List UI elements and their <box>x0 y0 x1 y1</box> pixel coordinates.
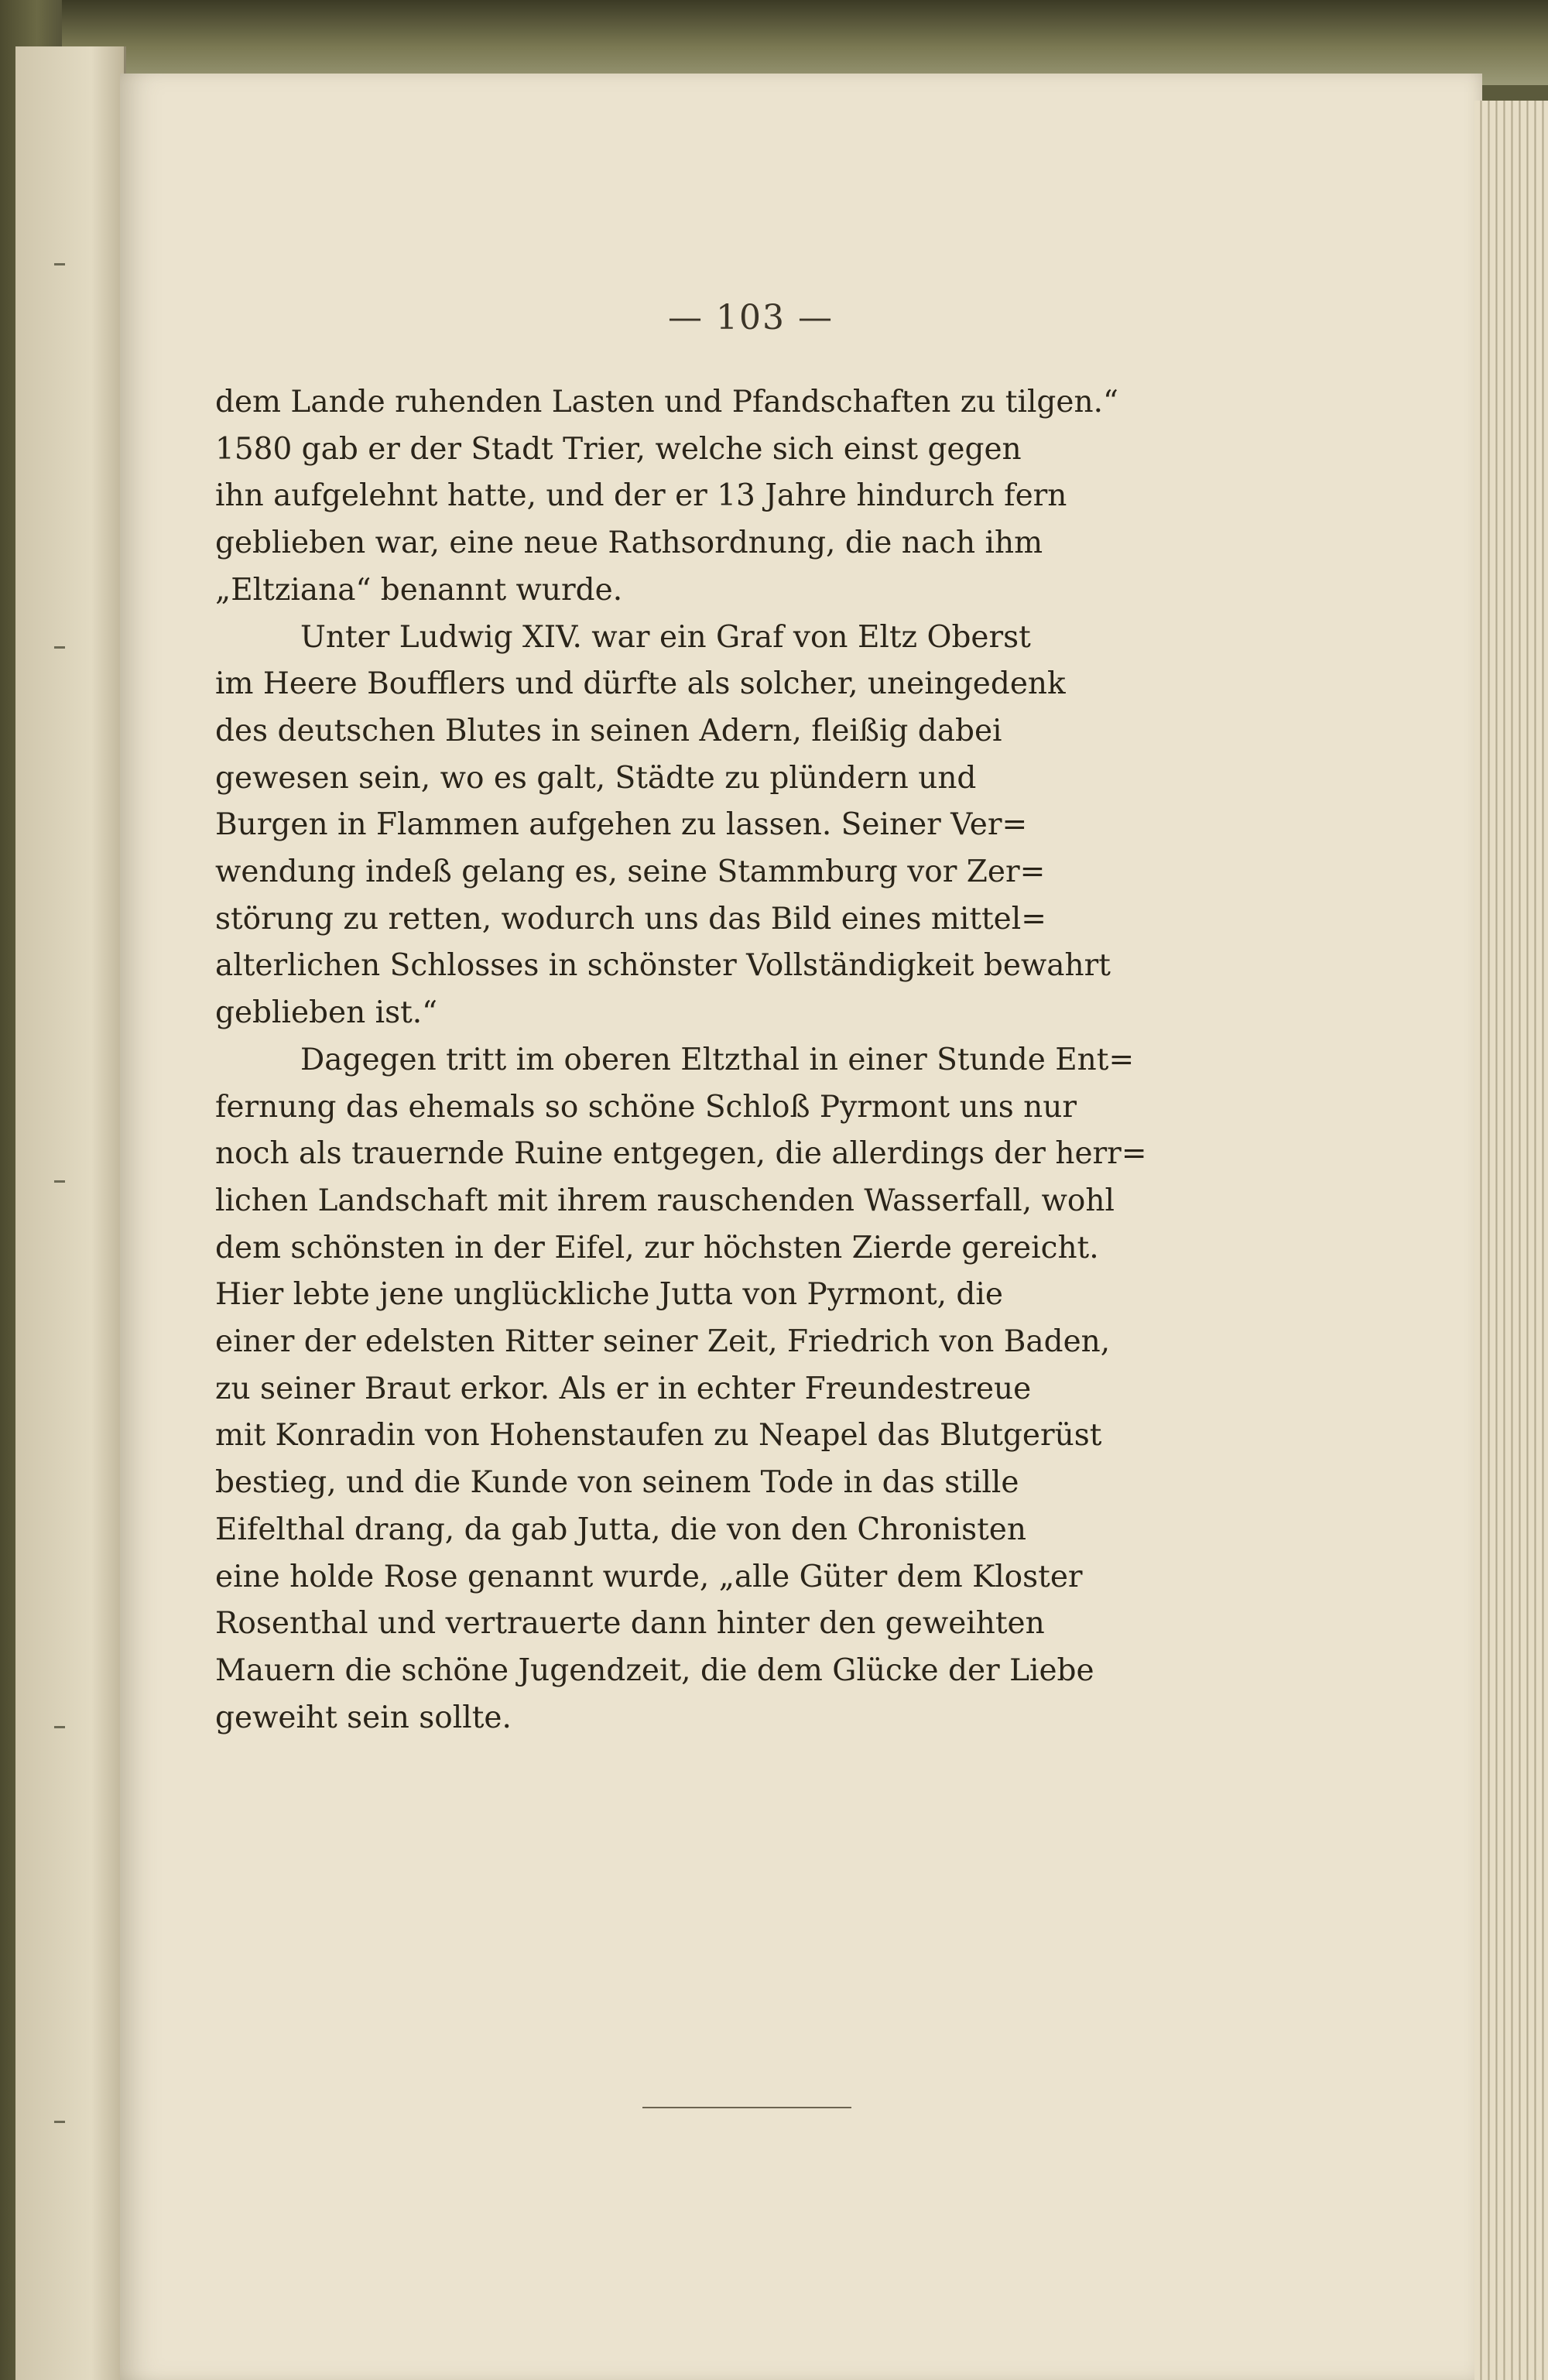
text-line: ihn aufgelehnt hatte, und der er 13 Jahre hindurch fern <box>215 478 1067 514</box>
margin-mark <box>54 2121 65 2123</box>
text-line: alterlichen Schlosses in schönster Vollständigkeit bewahrt <box>215 948 1111 984</box>
text-line: geweiht sein sollte. <box>215 1700 512 1735</box>
page-number: — 103 — <box>668 298 834 337</box>
text-line: geblieben war, eine neue Rathsordnung, die nach ihm <box>215 526 1043 561</box>
margin-mark <box>54 646 65 649</box>
text-line: Dagegen tritt im oberen Eltzthal in einer Stunde Ent= <box>300 1042 1135 1077</box>
text-line: mit Konradin von Hohenstaufen zu Neapel das Blutgerüst <box>215 1418 1102 1454</box>
text-line: noch als trauernde Ruine entgegen, die allerdings der herr= <box>215 1136 1147 1172</box>
text-line: Rosenthal und vertrauerte dann hinter den geweihten <box>215 1606 1045 1642</box>
margin-mark <box>54 1180 65 1183</box>
text-line: geblieben ist.“ <box>215 995 438 1031</box>
text-line: Mauern die schöne Jugendzeit, die dem Glücke der Liebe <box>215 1652 1094 1688</box>
text-line: eine holde Rose genannt wurde, „alle Güter dem Kloster <box>215 1559 1083 1594</box>
margin-mark <box>54 263 65 265</box>
text-line: des deutschen Blutes in seinen Adern, fleißig dabei <box>215 713 1002 748</box>
page-edges-stack <box>1474 101 1548 2380</box>
text-line: Eifelthal drang, da gab Jutta, die von den Chronisten <box>215 1512 1026 1547</box>
margin-mark <box>54 1726 65 1728</box>
book-binding-top <box>62 0 1548 85</box>
text-line: einer der edelsten Ritter seiner Zeit, Friedrich von Baden, <box>215 1324 1111 1360</box>
end-rule <box>642 2107 851 2108</box>
text-line: „Eltziana“ benannt wurde. <box>215 572 623 608</box>
text-line: Unter Ludwig XIV. war ein Graf von Eltz Oberst <box>300 619 1031 655</box>
text-line: bestieg, und die Kunde von seinem Tode in das stille <box>215 1465 1019 1501</box>
text-line: Burgen in Flammen aufgehen zu lassen. Seiner Ver= <box>215 807 1028 843</box>
text-line: im Heere Boufflers und dürfte als solcher, uneingedenk <box>215 666 1066 702</box>
text-line: zu seiner Braut erkor. Als er in echter Freundestreue <box>215 1371 1032 1406</box>
text-line: dem schönsten in der Eifel, zur höchsten Zierde gereicht. <box>215 1230 1099 1265</box>
text-line: 1580 gab er der Stadt Trier, welche sich einst gegen <box>215 431 1022 467</box>
body-text <box>215 379 1268 1741</box>
text-line: störung zu retten, wodurch uns das Bild eines mittel= <box>215 901 1046 937</box>
text-line: wendung indeß gelang es, seine Stammburg vor Zer= <box>215 854 1046 890</box>
text-line: lichen Landschaft mit ihrem rauschenden Wasserfall, wohl <box>215 1183 1115 1218</box>
text-line: Hier lebte jene unglückliche Jutta von Pyrmont, die <box>215 1277 1003 1313</box>
text-line: gewesen sein, wo es galt, Städte zu plündern und <box>215 760 977 796</box>
text-line: dem Lande ruhenden Lasten und Pfandschaften zu tilgen.“ <box>215 385 1118 419</box>
text-line: fernung das ehemals so schöne Schloß Pyrmont uns nur <box>215 1089 1077 1125</box>
facing-page-edge <box>15 46 126 2380</box>
